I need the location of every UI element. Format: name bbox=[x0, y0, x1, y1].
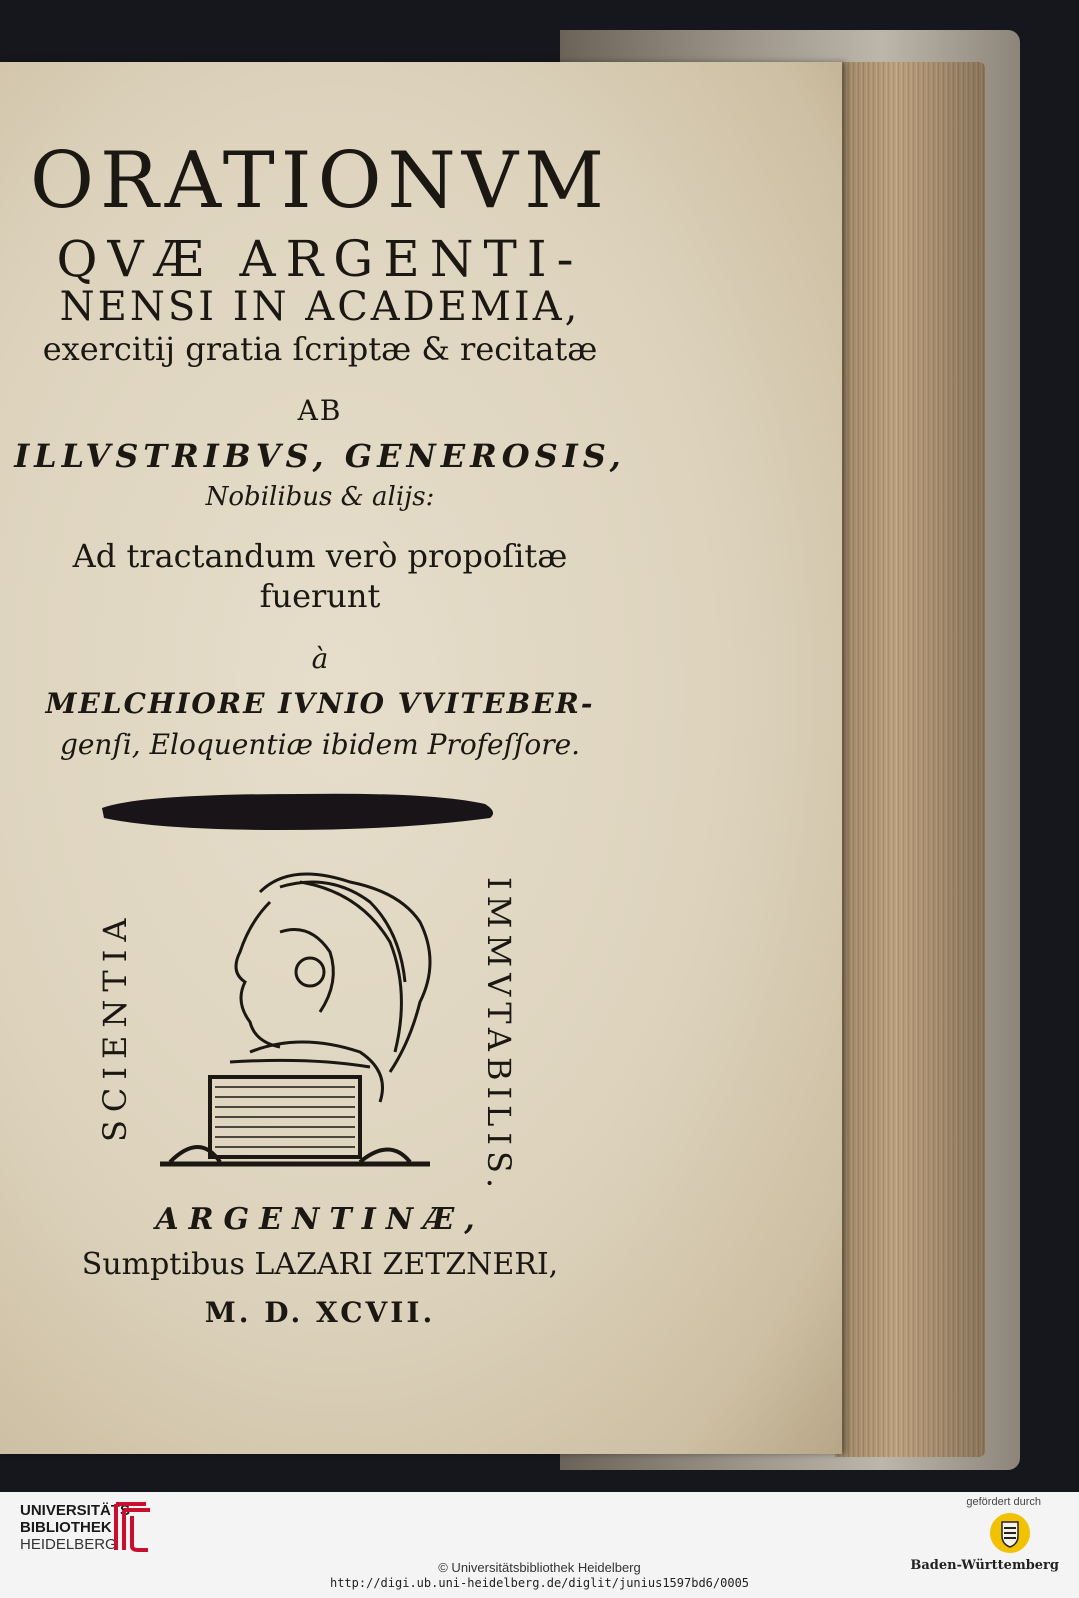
title-line-3: NENSI IN ACADEMIA, bbox=[59, 284, 581, 330]
library-name-line-3: HEIDELBERG bbox=[20, 1536, 117, 1553]
redaction-bar bbox=[100, 788, 500, 836]
printer-device-woodcut bbox=[160, 862, 450, 1172]
title-line-8: Ad tractandum verò propoſitæ bbox=[72, 537, 568, 575]
device-motto-right: IMMVTABILIS. bbox=[480, 877, 518, 1194]
library-name-line-1: UNIVERSITÄTS- bbox=[20, 1502, 136, 1519]
imprint-year: M. D. XCVII. bbox=[204, 1296, 436, 1329]
imprint-publisher: Sumptibus LAZARI ZETZNERI, bbox=[81, 1247, 559, 1282]
title-line-10: à bbox=[311, 642, 329, 675]
title-line-1: ORATIONVM bbox=[30, 136, 610, 226]
device-motto-left: SCIENTIA bbox=[96, 910, 134, 1142]
sponsor-name: Baden-Württemberg bbox=[910, 1558, 1059, 1573]
title-line-7: Nobilibus & alijs: bbox=[205, 482, 435, 512]
sponsor-label: gefördert durch bbox=[966, 1496, 1041, 1508]
title-line-5: AB bbox=[297, 394, 343, 427]
copyright-notice: © Universitätsbibliothek Heidelberg bbox=[438, 1560, 641, 1575]
viewer-footer bbox=[0, 1492, 1079, 1598]
permalink-url[interactable]: http://digi.ub.uni-heidelberg.de/diglit/junius1597bd6/0005 bbox=[329, 1576, 750, 1590]
library-logo-icon bbox=[110, 1500, 152, 1554]
coat-of-arms-icon bbox=[989, 1512, 1031, 1554]
library-name-line-2: BIBLIOTHEK bbox=[20, 1519, 112, 1536]
title-line-9: fuerunt bbox=[259, 577, 381, 615]
title-line-4: exercitij gratia ſcriptæ & recitatæ bbox=[42, 330, 598, 368]
title-line-2: QVÆ ARGENTI- bbox=[56, 230, 584, 288]
imprint-place: ARGENTINÆ, bbox=[155, 1202, 485, 1237]
author-line-2: genſi, Eloquentiæ ibidem Profeſſore. bbox=[59, 728, 581, 761]
author-line-1: MELCHIORE IVNIO VVITEBER- bbox=[45, 687, 595, 720]
title-page bbox=[0, 62, 842, 1454]
title-line-6: ILLVSTRIBVS, GENEROSIS, bbox=[14, 437, 626, 475]
